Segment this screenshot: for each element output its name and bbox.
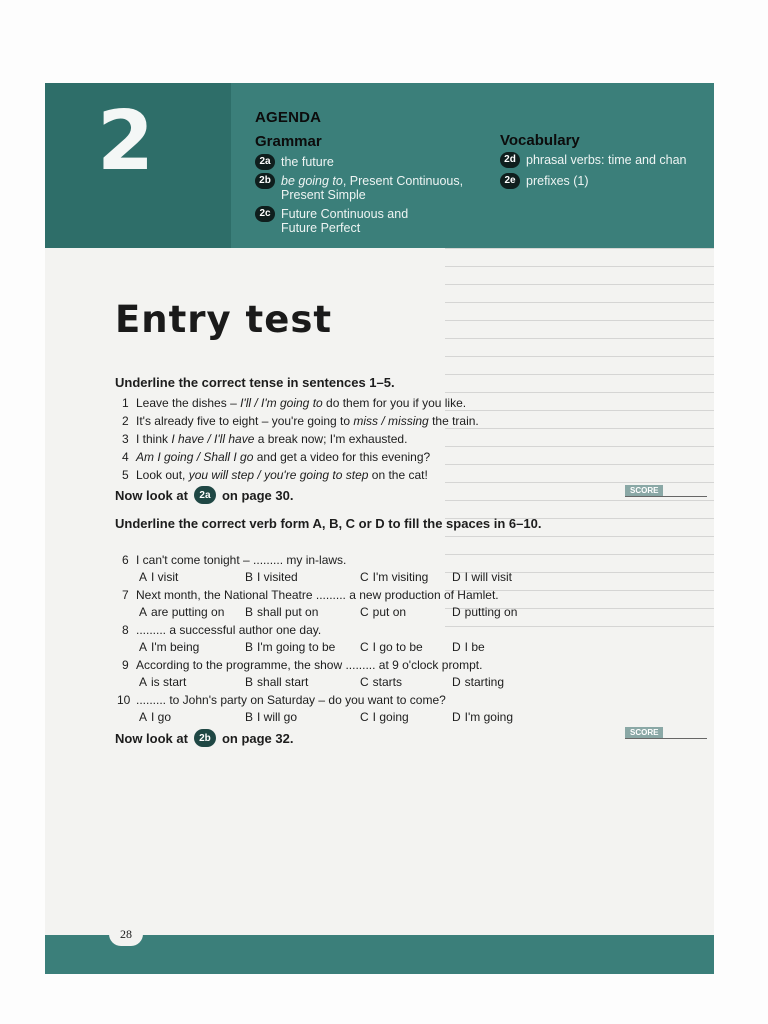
option-c[interactable]: C starts [360,675,403,689]
option-c[interactable]: C I'm visiting [360,570,429,584]
score-box-1[interactable] [625,485,714,497]
option-d[interactable]: D I be [452,640,485,654]
option-b[interactable]: B shall put on [245,605,319,619]
agenda-item-2c [255,207,408,235]
agenda-item-2e [500,174,589,189]
option-b[interactable]: B I'm going to be [245,640,336,654]
badge-2a: 2a [194,486,216,504]
vocabulary-heading: Vocabulary [500,132,580,149]
option-d[interactable]: D I'm going [452,710,513,724]
agenda-label: AGENDA [255,109,322,126]
option-a[interactable]: A I go [139,710,172,724]
option-b[interactable]: B I visited [245,570,298,584]
agenda-text: Future Continuous and [281,207,409,221]
score-box-2[interactable] [625,727,714,739]
badge-2d: 2d [500,152,520,168]
unit-number: 2 [97,94,155,189]
page-number: 28 [109,922,143,946]
badge-2b: 2b [194,729,216,747]
badge-2e: 2e [500,173,520,189]
now-look-2a: Now look at 2a on page 30. [115,488,294,503]
option-b[interactable]: B shall start [245,675,309,689]
score-label: SCORE [625,727,663,738]
unit-header [45,83,714,248]
agenda-item-2b [255,174,463,202]
score-line [625,738,707,739]
question-1: 1 Leave the dishes – I'll / I'm going to do them for you if you like. [122,396,467,410]
question-3: 3 I think I have / I'll have a break now; I'm exhausted. [122,432,408,446]
badge-2b: 2b [255,173,275,189]
option-d[interactable]: D I will visit [452,570,513,584]
badge-2a: 2a [255,154,275,170]
option-d[interactable]: D putting on [452,605,518,619]
agenda-item-2d [500,153,687,168]
section2-instruction: Underline the correct verb form A, B, C or D to fill the spaces in 6–10. [115,516,542,531]
agenda-text-line2: Present Simple [281,188,366,202]
option-c[interactable]: C put on [360,605,407,619]
option-d[interactable]: D starting [452,675,505,689]
now-look-2b: Now look at 2b on page 32. [115,731,294,746]
score-label: SCORE [625,485,663,496]
agenda-text-italic: be going to [281,174,343,188]
page-footer-bar [45,935,714,974]
unit-number-block [45,83,231,248]
option-c[interactable]: C I going [360,710,409,724]
option-b[interactable]: B I will go [245,710,298,724]
question-10: 10 ......... to John's party on Saturday – do you want to come? [117,693,446,707]
grammar-heading: Grammar [255,133,322,150]
agenda-text: prefixes (1) [526,174,589,188]
page-title: Entry test [115,298,333,341]
option-a[interactable]: A are putting on [139,605,225,619]
question-5: 5 Look out, you will step / you're going to step on the cat! [122,468,428,482]
agenda-text-line2: Future Perfect [281,221,361,235]
question-8: 8 ......... a successful author one day. [122,623,322,637]
option-c[interactable]: C I go to be [360,640,423,654]
badge-2c: 2c [255,206,275,222]
question-9: 9 According to the programme, the show ......... at 9 o'clock prompt. [122,658,483,672]
question-6: 6 I can't come tonight – ......... my in-laws. [122,553,347,567]
agenda-text: , Present Continuous, [342,174,464,188]
question-2: 2 It's already five to eight – you're going to miss / missing the train. [122,414,479,428]
option-a[interactable]: A I visit [139,570,179,584]
agenda-text: phrasal verbs: time and chan [526,153,687,167]
question-4: 4 Am I going / Shall I go and get a video for this evening? [122,450,431,464]
option-a[interactable]: A is start [139,675,187,689]
question-7: 7 Next month, the National Theatre ......... a new production of Hamlet. [122,588,499,602]
option-a[interactable]: A I'm being [139,640,200,654]
agenda-text: the future [281,155,334,169]
agenda-item-2a [255,155,334,170]
score-line [625,496,707,497]
textbook-page [45,83,714,974]
section1-instruction: Underline the correct tense in sentences 1–5. [115,375,395,390]
